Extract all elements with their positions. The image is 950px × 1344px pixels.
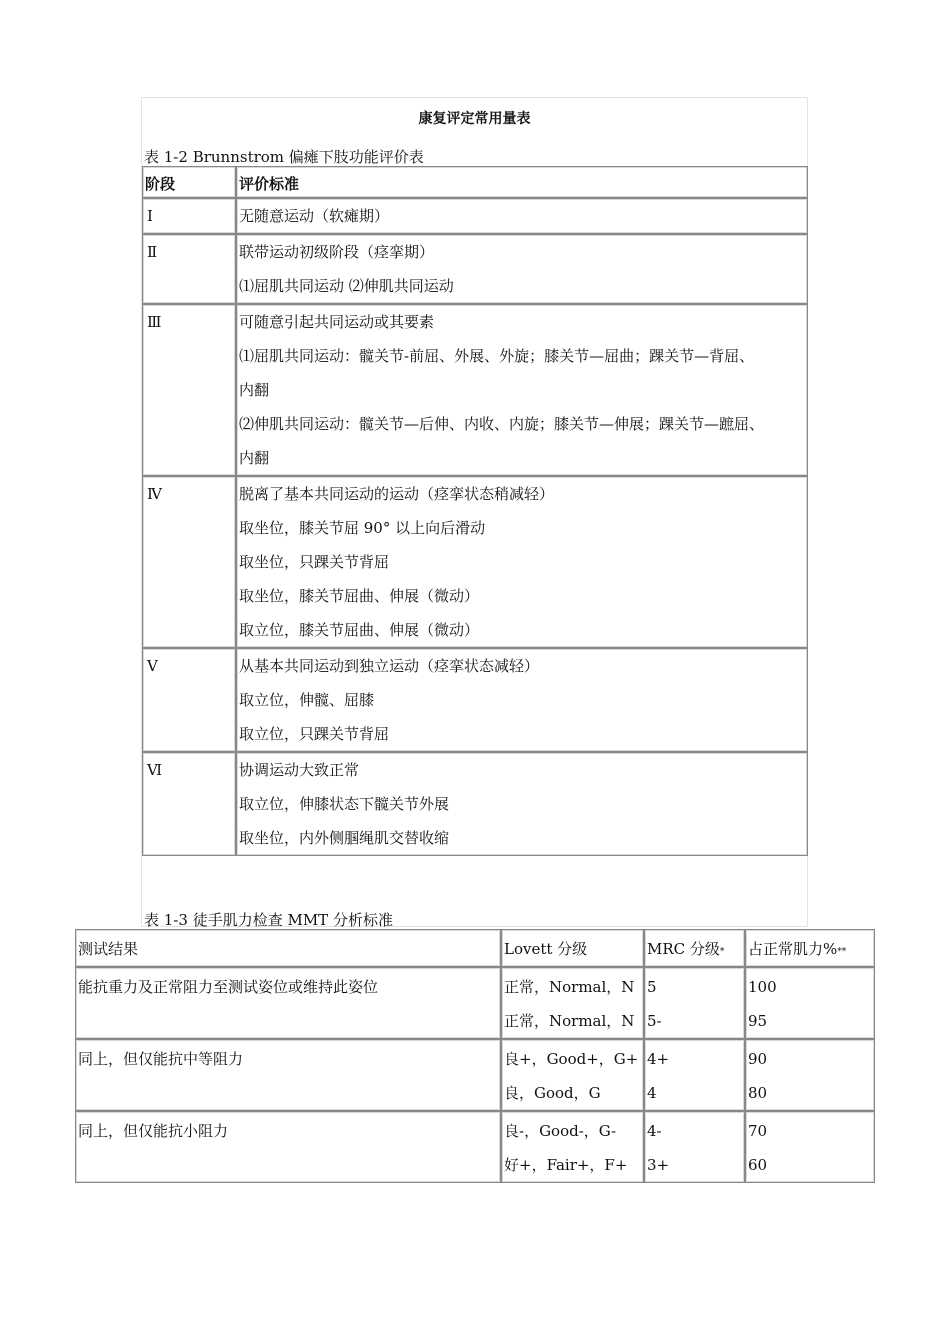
criteria-line: ⑵伸肌共同运动：髋关节—后伸、内收、内旋；膝关节—伸展；踝关节—蹠屈、 (239, 415, 765, 433)
mmt-table (75, 929, 875, 1183)
stage-label: Ⅴ (147, 657, 158, 675)
footnote-mark: ** (837, 947, 847, 957)
table1-caption: 表 1-2 Brunnstrom 偏瘫下肢功能评价表 (144, 148, 424, 166)
criteria-line: 取立位，伸髋、屈膝 (239, 691, 375, 709)
header-stage: 阶段 (142, 166, 236, 198)
table-row (142, 752, 808, 856)
table-header-row (142, 166, 808, 198)
criteria-line: 取坐位，膝关节屈 90° 以上向后滑动 (239, 519, 486, 537)
table-row (75, 1111, 875, 1183)
stage-label: Ⅵ (147, 761, 163, 779)
header-mrc: MRC 分级* (647, 940, 725, 958)
criteria-line: 取立位，只踝关节背屈 (239, 725, 390, 743)
lovett-cell: 正常，Normal，N (504, 1012, 635, 1030)
footnote-mark: * (719, 947, 725, 957)
table2-caption: 表 1-3 徒手肌力检查 MMT 分析标准 (144, 911, 393, 929)
mrc-cell: 4+ (647, 1050, 670, 1068)
result-cell: 同上，但仅能抗中等阻力 (78, 1050, 244, 1068)
lovett-cell: 良，Good，G (504, 1084, 601, 1102)
document-title: 康复评定常用量表 (418, 111, 531, 127)
header-result: 测试结果 (78, 940, 139, 958)
table-row (142, 476, 808, 648)
table-row (75, 967, 875, 1039)
lovett-cell: 正常，Normal，N (504, 978, 635, 996)
criteria-line: 脱离了基本共同运动的运动（痉挛状态稍减轻） (239, 485, 555, 503)
criteria-line: 无随意运动（软瘫期） (239, 207, 390, 225)
criteria-line: 从基本共同运动到独立运动（痉挛状态减轻） (239, 657, 540, 675)
header-criteria: 评价标准 (236, 166, 808, 198)
criteria-line: 取坐位，内外侧腘绳肌交替收缩 (239, 829, 450, 847)
stage-label: Ⅰ (147, 207, 153, 225)
criteria-line: 取立位，膝关节屈曲、伸展（微动） (239, 621, 480, 639)
criteria-line: 协调运动大致正常 (239, 761, 360, 779)
table-row (142, 198, 808, 234)
header-percent: 占正常肌力%** (748, 940, 847, 958)
table-row (75, 1039, 875, 1111)
criteria-line: ⑴屈肌共同运动：髋关节-前屈、外展、外旋；膝关节—屈曲；踝关节—背屈、 (239, 347, 755, 365)
table-header-row (75, 929, 875, 967)
stage-label: Ⅲ (147, 313, 162, 331)
result-cell: 同上，但仅能抗小阻力 (78, 1122, 229, 1140)
criteria-line: 内翻 (239, 381, 270, 399)
table-row (142, 648, 808, 752)
table-row (142, 234, 808, 304)
lovett-cell: 好+，Fair+，F+ (504, 1156, 628, 1174)
result-cell: 能抗重力及正常阻力至测试姿位或维持此姿位 (78, 978, 379, 996)
lovett-cell: 良-，Good-，G- (504, 1122, 617, 1140)
brunnstrom-table (142, 166, 808, 856)
mrc-cell: 5 (647, 978, 657, 996)
mrc-cell: 3+ (647, 1156, 670, 1174)
criteria-line: ⑴屈肌共同运动 ⑵伸肌共同运动 (239, 277, 454, 295)
percent-cell: 60 (748, 1156, 768, 1174)
mrc-cell: 5- (647, 1012, 662, 1030)
criteria-line: 取坐位，只踝关节背屈 (239, 553, 390, 571)
percent-cell: 100 (748, 978, 777, 996)
percent-cell: 80 (748, 1084, 768, 1102)
header-lovett: Lovett 分级 (504, 940, 588, 958)
criteria-line: 内翻 (239, 449, 270, 467)
criteria-line: 联带运动初级阶段（痉挛期） (239, 243, 435, 261)
lovett-cell: 良+，Good+，G+ (504, 1050, 639, 1068)
percent-cell: 90 (748, 1050, 768, 1068)
criteria-line: 取立位，伸膝状态下髋关节外展 (239, 795, 450, 813)
criteria-line: 取坐位，膝关节屈曲、伸展（微动） (239, 587, 480, 605)
percent-cell: 95 (748, 1012, 768, 1030)
criteria-line: 可随意引起共同运动或其要素 (239, 313, 435, 331)
table-row (142, 304, 808, 476)
mrc-cell: 4- (647, 1122, 662, 1140)
stage-label: Ⅳ (147, 485, 162, 503)
percent-cell: 70 (748, 1122, 768, 1140)
mrc-cell: 4 (647, 1084, 657, 1102)
stage-label: Ⅱ (147, 243, 158, 261)
